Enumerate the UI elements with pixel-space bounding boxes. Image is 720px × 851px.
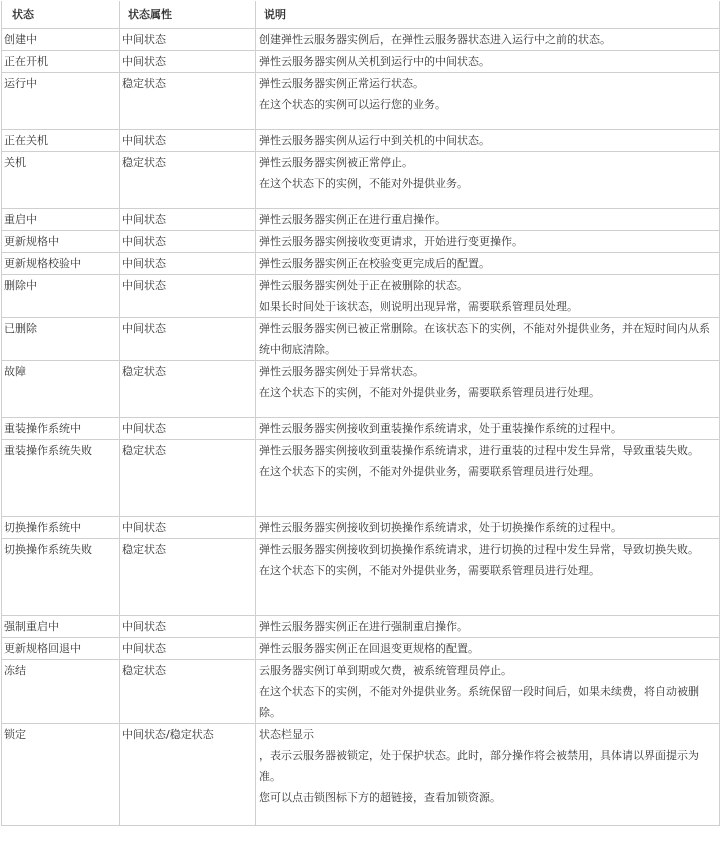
state-cell: 运行中	[2, 73, 120, 130]
table-row	[2, 539, 720, 616]
table-row	[2, 318, 720, 361]
description-cell	[256, 231, 720, 253]
description-cell	[256, 616, 720, 638]
attribute-cell: 中间状态	[120, 318, 256, 361]
table-row	[2, 660, 720, 724]
description-line: 弹性云服务器实例正在回退变更规格的配置。	[259, 642, 479, 655]
header-attr: 状态属性	[120, 1, 256, 29]
attribute-cell: 稳定状态	[120, 152, 256, 209]
attribute-cell: 中间状态	[120, 418, 256, 440]
table-row	[2, 209, 720, 231]
table-row	[2, 616, 720, 638]
state-cell: 切换操作系统失败	[2, 539, 120, 616]
state-cell: 切换操作系统中	[2, 517, 120, 539]
description-cell	[256, 638, 720, 660]
description-line: 弹性云服务器实例已被正常删除。在该状态下的实例，不能对外提供业务，并在短时间内从系统中彻底清除。	[259, 322, 710, 356]
attribute-cell: 稳定状态	[120, 539, 256, 616]
description-cell	[256, 275, 720, 318]
description-line: ，表示云服务器被锁定，处于保护状态。此时，部分操作将会被禁用，具体请以界面提示为准。	[259, 749, 699, 783]
description-line: 弹性云服务器实例接收到重装操作系统请求，处于重装操作系统的过程中。	[259, 422, 622, 435]
description-cell	[256, 660, 720, 724]
description-cell	[256, 130, 720, 152]
table-row	[2, 152, 720, 209]
attribute-cell: 中间状态	[120, 275, 256, 318]
description-cell	[256, 318, 720, 361]
description-line: 弹性云服务器实例处于异常状态。	[259, 365, 424, 378]
description-line: 弹性云服务器实例处于正在被删除的状态。	[259, 279, 468, 292]
attribute-cell: 中间状态/稳定状态	[120, 724, 256, 826]
description-cell	[256, 209, 720, 231]
table-row	[2, 73, 720, 130]
table-row	[2, 638, 720, 660]
description-line: 弹性云服务器实例接收到重装操作系统请求，进行重装的过程中发生异常，导致重装失败。	[259, 444, 699, 457]
description-line: 弹性云服务器实例被正常停止。	[259, 156, 413, 169]
header-desc: 说明	[256, 1, 720, 29]
table-header-row	[2, 1, 720, 29]
state-cell: 重装操作系统失败	[2, 440, 120, 517]
state-cell: 正在开机	[2, 51, 120, 73]
description-line: 弹性云服务器实例正常运行状态。	[259, 77, 424, 90]
attribute-cell: 中间状态	[120, 51, 256, 73]
description-cell	[256, 539, 720, 616]
state-cell: 关机	[2, 152, 120, 209]
state-cell: 删除中	[2, 275, 120, 318]
description-cell	[256, 517, 720, 539]
attribute-cell: 稳定状态	[120, 660, 256, 724]
description-cell	[256, 724, 720, 826]
description-line: 在这个状态下的实例，不能对外提供业务，需要联系管理员进行处理。	[259, 465, 600, 478]
table-row	[2, 361, 720, 418]
table-row	[2, 440, 720, 517]
state-cell: 锁定	[2, 724, 120, 826]
attribute-cell: 中间状态	[120, 517, 256, 539]
description-cell	[256, 361, 720, 418]
description-cell	[256, 51, 720, 73]
attribute-cell: 中间状态	[120, 253, 256, 275]
attribute-cell: 中间状态	[120, 209, 256, 231]
description-cell	[256, 29, 720, 51]
description-line: 如果长时间处于该状态，则说明出现异常，需要联系管理员处理。	[259, 300, 578, 313]
description-cell	[256, 418, 720, 440]
state-cell: 冻结	[2, 660, 120, 724]
description-line: 您可以点击锁图标下方的超链接，查看加锁资源。	[259, 791, 501, 804]
description-line: 弹性云服务器实例正在进行重启操作。	[259, 213, 446, 226]
state-cell: 正在关机	[2, 130, 120, 152]
description-line: 在这个状态下的实例，不能对外提供业务。	[259, 177, 468, 190]
description-line: 弹性云服务器实例正在进行强制重启操作。	[259, 620, 468, 633]
description-line: 在这个状态下的实例，不能对外提供业务。系统保留一段时间后，如果未续费，将自动被删除。	[259, 685, 699, 719]
state-cell: 重装操作系统中	[2, 418, 120, 440]
table-row	[2, 51, 720, 73]
table-row	[2, 275, 720, 318]
description-line: 在这个状态的实例可以运行您的业务。	[259, 98, 446, 111]
state-cell: 创建中	[2, 29, 120, 51]
table-row	[2, 231, 720, 253]
attribute-cell: 中间状态	[120, 231, 256, 253]
state-cell: 更新规格校验中	[2, 253, 120, 275]
table-row	[2, 517, 720, 539]
header-state: 状态	[2, 1, 120, 29]
description-line: 云服务器实例订单到期或欠费，被系统管理员停止。	[259, 664, 512, 677]
attribute-cell: 稳定状态	[120, 361, 256, 418]
table-row	[2, 253, 720, 275]
state-cell: 已删除	[2, 318, 120, 361]
description-line: 弹性云服务器实例正在校验变更完成后的配置。	[259, 257, 490, 270]
state-cell: 更新规格中	[2, 231, 120, 253]
description-line: 弹性云服务器实例接收到切换操作系统请求，进行切换的过程中发生异常，导致切换失败。	[259, 543, 699, 556]
attribute-cell: 中间状态	[120, 130, 256, 152]
description-line: 弹性云服务器实例从关机到运行中的中间状态。	[259, 55, 490, 68]
description-line: 创建弹性云服务器实例后，在弹性云服务器状态进入运行中之前的状态。	[259, 33, 611, 46]
attribute-cell: 稳定状态	[120, 440, 256, 517]
table-row	[2, 418, 720, 440]
instance-status-table	[1, 1, 720, 826]
state-cell: 更新规格回退中	[2, 638, 120, 660]
description-line: 弹性云服务器实例接收到切换操作系统请求，处于切换操作系统的过程中。	[259, 521, 622, 534]
table-row	[2, 130, 720, 152]
attribute-cell: 稳定状态	[120, 73, 256, 130]
attribute-cell: 中间状态	[120, 29, 256, 51]
table-row	[2, 29, 720, 51]
attribute-cell: 中间状态	[120, 638, 256, 660]
description-line: 状态栏显示	[259, 728, 314, 741]
description-cell	[256, 253, 720, 275]
description-cell	[256, 152, 720, 209]
description-cell	[256, 73, 720, 130]
attribute-cell: 中间状态	[120, 616, 256, 638]
description-line: 在这个状态下的实例，不能对外提供业务，需要联系管理员进行处理。	[259, 564, 600, 577]
state-cell: 重启中	[2, 209, 120, 231]
table-row	[2, 724, 720, 826]
state-cell: 强制重启中	[2, 616, 120, 638]
state-cell: 故障	[2, 361, 120, 418]
description-line: 在这个状态下的实例，不能对外提供业务，需要联系管理员进行处理。	[259, 386, 600, 399]
description-cell	[256, 440, 720, 517]
description-line: 弹性云服务器实例从运行中到关机的中间状态。	[259, 134, 490, 147]
description-line: 弹性云服务器实例接收变更请求，开始进行变更操作。	[259, 235, 523, 248]
